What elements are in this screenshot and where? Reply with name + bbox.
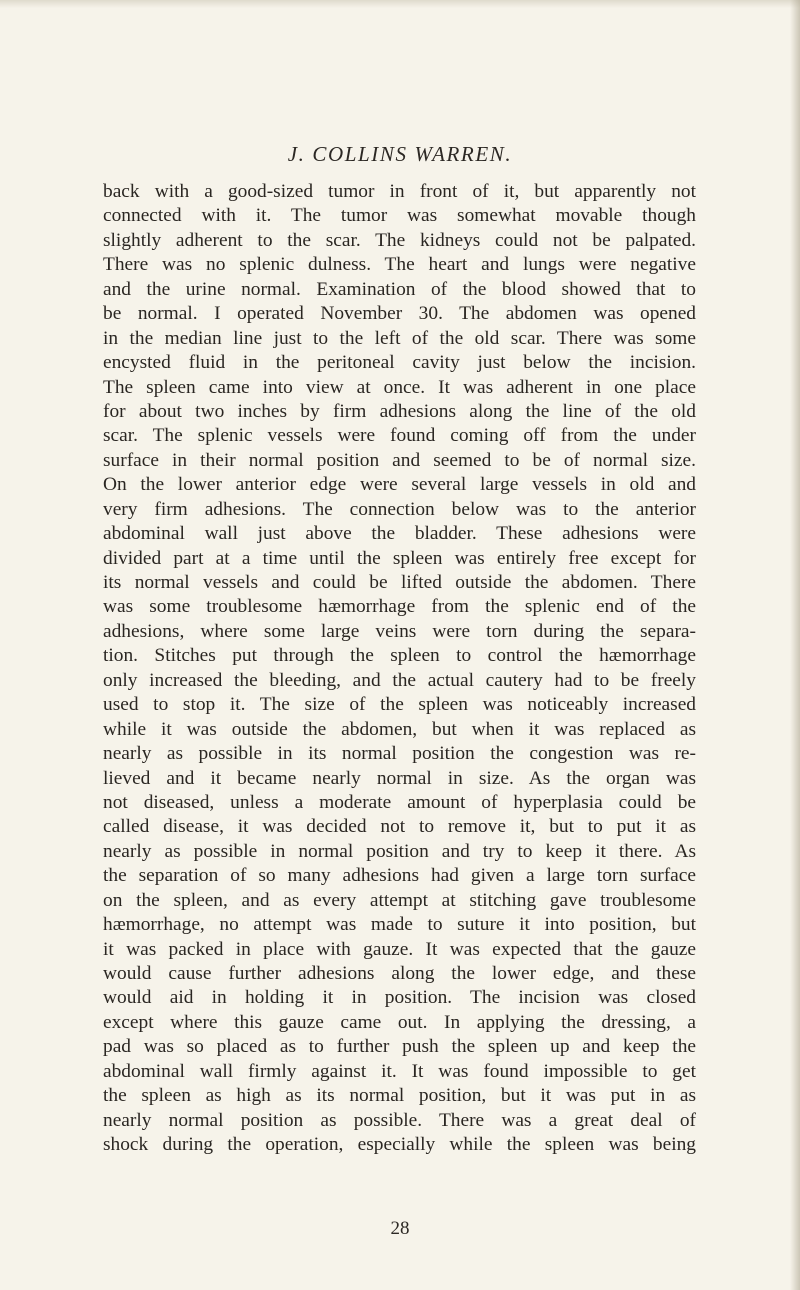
text-line: connected with it. The tumor was somewhat movable though bbox=[103, 205, 696, 227]
text-line: called disease, it was decided not to remove it, but to put it as bbox=[103, 816, 696, 838]
page-number: 28 bbox=[390, 1218, 410, 1239]
text-line: nearly as possible in its normal position the congestion was re- bbox=[103, 743, 696, 765]
text-line: while it was outside the abdomen, but when it was replaced as bbox=[103, 718, 696, 740]
text-line: used to stop it. The size of the spleen was noticeably increased bbox=[103, 694, 696, 716]
text-line: slightly adherent to the scar. The kidneys could not be palpated. bbox=[103, 229, 696, 251]
text-line: back with a good-sized tumor in front of it, but apparently not bbox=[103, 181, 696, 202]
text-line: the separation of so many adhesions had given a large torn surface bbox=[103, 865, 696, 887]
body-text bbox=[103, 180, 696, 1158]
text-line: nearly normal position as possible. There was a great deal of bbox=[103, 1109, 696, 1131]
text-line: tion. Stitches put through the spleen to control the hæmorrhage bbox=[103, 645, 696, 667]
text-line: the spleen as high as its normal position, but it was put in as bbox=[103, 1085, 696, 1107]
text-line: pad was so placed as to further push the spleen up and keep the bbox=[103, 1036, 696, 1058]
text-line: it was packed in place with gauze. It was expected that the gauze bbox=[103, 938, 696, 960]
text-line: not diseased, unless a moderate amount of hyperplasia could be bbox=[103, 791, 696, 813]
text-line: abdominal wall just above the bladder. These adhesions were bbox=[103, 523, 696, 545]
text-line: and the urine normal. Examination of the blood showed that to bbox=[103, 278, 696, 300]
text-line: There was no splenic dulness. The heart and lungs were negative bbox=[103, 254, 696, 276]
text-line: in the median line just to the left of the old scar. There was some bbox=[103, 327, 696, 349]
text-line: lieved and it became nearly normal in size. As the organ was bbox=[103, 767, 696, 789]
text-line: nearly as possible in normal position and try to keep it there. As bbox=[103, 840, 696, 862]
text-line: be normal. I operated November 30. The abdomen was opened bbox=[103, 303, 696, 325]
text-line: shock during the operation, especially while the spleen was being bbox=[103, 1134, 696, 1156]
text-line: would cause further adhesions along the lower edge, and these bbox=[103, 963, 696, 984]
text-line: adhesions, where some large veins were torn during the separa- bbox=[103, 620, 696, 642]
text-line: hæmorrhage, no attempt was made to suture it into position, but bbox=[103, 914, 696, 936]
text-line: On the lower anterior edge were several large vessels in old and bbox=[103, 474, 696, 496]
text-line: its normal vessels and could be lifted outside the abdomen. There bbox=[103, 572, 696, 593]
text-line: was some troublesome hæmorrhage from the splenic end of the bbox=[103, 596, 696, 618]
text-line: abdominal wall firmly against it. It was found impossible to get bbox=[103, 1060, 696, 1082]
text-line: scar. The splenic vessels were found coming off from the under bbox=[103, 425, 696, 447]
page-right-edge bbox=[790, 0, 800, 1290]
text-line: encysted fluid in the peritoneal cavity just below the incision. bbox=[103, 352, 696, 374]
text-line: surface in their normal position and seemed to be of normal size. bbox=[103, 449, 696, 471]
text-line: for about two inches by firm adhesions along the line of the old bbox=[103, 400, 696, 422]
text-line: on the spleen, and as every attempt at stitching gave troublesome bbox=[103, 889, 696, 911]
text-line: divided part at a time until the spleen was entirely free except for bbox=[103, 547, 696, 569]
text-line: only increased the bleeding, and the actual cautery had to be freely bbox=[103, 669, 696, 691]
running-head: J. COLLINS WARREN. bbox=[287, 142, 513, 166]
page-top-shadow bbox=[0, 0, 800, 8]
text-line: The spleen came into view at once. It was adherent in one place bbox=[103, 376, 696, 398]
text-line: very firm adhesions. The connection below was to the anterior bbox=[103, 498, 696, 520]
text-line: would aid in holding it in position. The incision was closed bbox=[103, 987, 696, 1009]
text-line: except where this gauze came out. In applying the dressing, a bbox=[103, 1011, 696, 1033]
